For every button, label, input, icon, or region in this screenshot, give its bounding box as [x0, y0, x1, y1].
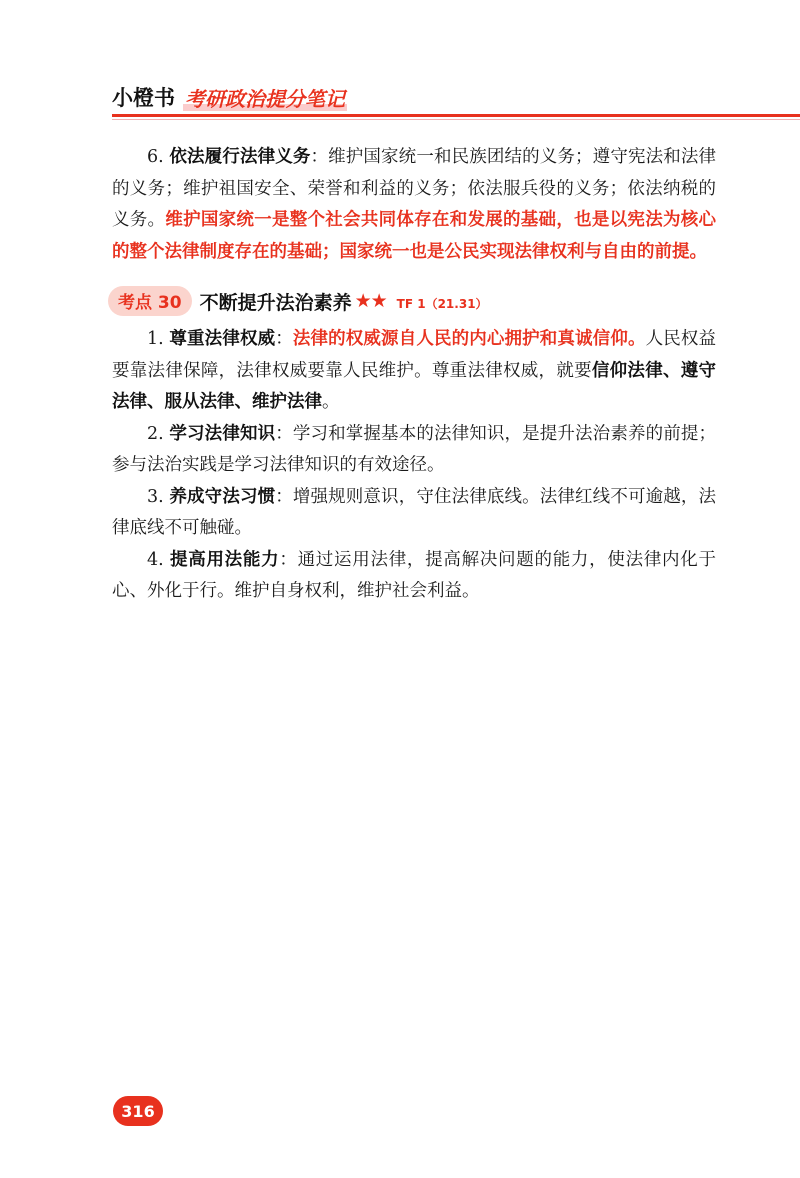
header-rule-thin — [112, 119, 800, 120]
item-sep: ： — [275, 329, 293, 349]
exam-tag: TF 1（21.31） — [396, 296, 488, 311]
item-bold-tail: 信仰法律、遵守法律、服从法律、维护法律 — [112, 360, 717, 412]
section-title: 不断提升法治素养 — [199, 291, 352, 314]
page-number: 316 — [113, 1096, 163, 1126]
item-highlight: 法律的权威源自人民的内心拥护和真诚信仰。 — [292, 329, 646, 349]
item-text: 通过运用法律，提高解决问题的能力，使法律内化于心、外化于行。维护自身权利，维护社会利益。 — [112, 549, 717, 601]
item-title: 学习法律知识 — [169, 423, 276, 444]
star-rating: ★★ — [354, 290, 387, 312]
book-brand: 小橙书 — [112, 86, 175, 110]
section-badge: 考点 30 — [108, 286, 192, 316]
book-tagline: 考研政治提分笔记 — [183, 83, 347, 112]
item-sep: ： — [275, 486, 293, 507]
item-highlight: 维护国家统一是整个社会共同体存在和发展的基础，也是以宪法为核心的整个法律制度存在的基础；国家统一也是公民实现法律权利与自由的前提。 — [112, 210, 717, 262]
item-title: 养成守法习惯 — [169, 486, 276, 507]
item-number: 6. — [147, 147, 164, 167]
paragraph-item-1 — [112, 324, 716, 419]
item-number: 3. — [147, 486, 164, 507]
paragraph-item-2 — [112, 419, 716, 482]
paragraph-duty — [112, 142, 716, 268]
item-number: 2. — [147, 423, 164, 444]
header-rule — [112, 114, 800, 117]
paragraph-item-3 — [112, 482, 716, 545]
item-title: 提高用法能力 — [170, 549, 280, 570]
item-end: 。 — [322, 392, 340, 412]
item-title: 依法履行法律义务 — [169, 147, 311, 167]
item-number: 4. — [147, 549, 164, 570]
item-text: 维护国家统一和民族团结的义务；遵守宪法和法律的义务；维护祖国安全、荣誉和利益的义务；依法服兵役的义务；依法纳税的义务。 — [112, 147, 716, 230]
item-text: 人民权益要靠法律保障，法律权威要靠人民维护。尊重法律权威，就要 — [112, 329, 717, 381]
running-header — [112, 82, 347, 112]
item-sep: ： — [275, 423, 293, 444]
item-text: 学习和掌握基本的法律知识，是提升法治素养的前提；参与法治实践是学习法律知识的有效途径。 — [112, 423, 717, 475]
item-number: 1. — [147, 329, 164, 349]
section-heading — [112, 286, 716, 316]
page-content — [112, 142, 716, 608]
item-sep: ： — [279, 549, 298, 570]
item-text: 增强规则意识，守住法律底线。法律红线不可逾越，法律底线不可触碰。 — [112, 486, 717, 538]
item-sep: ： — [310, 147, 329, 167]
item-title: 尊重法律权威 — [169, 329, 276, 349]
paragraph-item-4 — [112, 545, 716, 608]
